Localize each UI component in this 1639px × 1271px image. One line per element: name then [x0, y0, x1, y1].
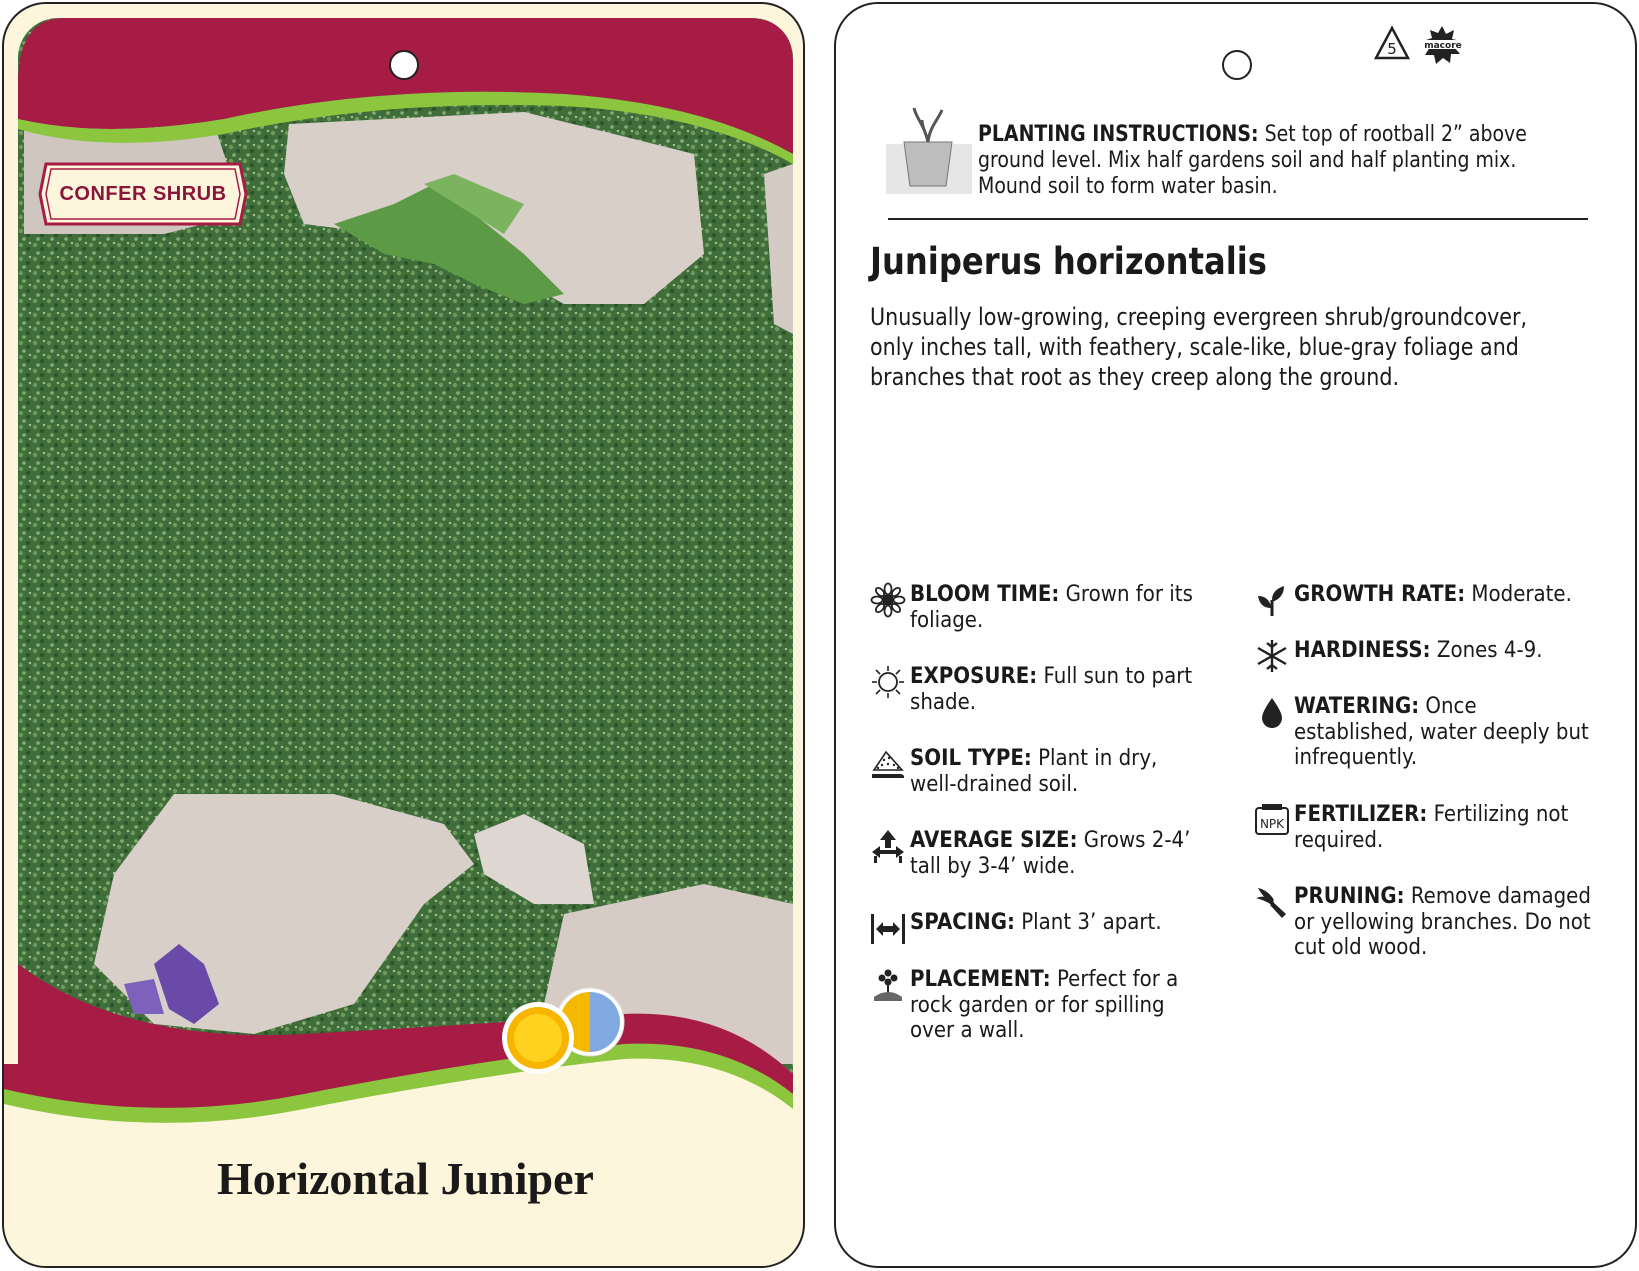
front-tag	[2, 2, 805, 1268]
attr-watering: WATERING: Once established, water deeply but infrequently.	[1254, 694, 1634, 771]
category-badge	[38, 158, 248, 230]
divider	[888, 218, 1588, 220]
attr-fertilizer: NPK FERTILIZER: Fertilizing not required.	[1254, 802, 1634, 853]
planting-instructions	[978, 122, 1537, 200]
attr-exposure: EXPOSURE: Full sun to part shade.	[870, 664, 1230, 715]
snowflake-icon	[1254, 638, 1290, 674]
attr-placement: PLACEMENT: Perfect for a rock garden or for spilling over a wall.	[870, 967, 1230, 1044]
attr-pruning: PRUNING: Remove damaged or yellowing branches. Do not cut old wood.	[1254, 884, 1634, 961]
planting-text: Set top of rootball 2” above ground level. Mix half gardens soil and half planting mix. Mound soil to form water basin.	[978, 122, 1527, 199]
latin-name: Juniperus horizontalis	[870, 240, 1267, 283]
pot-plant-icon	[886, 104, 976, 200]
soil-trowel-icon	[870, 746, 906, 782]
plant-placement-icon	[870, 967, 906, 1003]
exposure-icons	[498, 986, 628, 1076]
flower-icon	[870, 582, 906, 618]
hang-hole	[1222, 50, 1252, 80]
plant-description: Unusually low-growing, creeping evergreen shrub/groundcover, only inches tall, with feathery, scale-like, blue-gray foliage and branches that root as they creep along the ground.	[870, 303, 1528, 391]
svg-text:NPK: NPK	[1259, 817, 1285, 831]
hang-hole	[389, 50, 419, 80]
back-tag	[834, 2, 1637, 1268]
macore-logo	[1422, 26, 1464, 64]
attr-spacing: SPACING: Plant 3’ apart.	[870, 910, 1230, 946]
pruners-icon	[1254, 884, 1290, 920]
svg-text:5: 5	[1387, 40, 1397, 58]
full-sun-icon	[502, 1002, 574, 1074]
attr-average-size: AVERAGE SIZE: Grows 2-4’ tall by 3-4’ wide.	[870, 828, 1230, 879]
sun-icon	[870, 664, 906, 700]
attr-soil-type: SOIL TYPE: Plant in dry, well-drained soil.	[870, 746, 1230, 797]
common-name: Horizontal Juniper	[217, 1153, 594, 1204]
size-arrows-icon	[870, 828, 906, 864]
category-label: CONFER SHRUB	[59, 183, 227, 205]
attr-growth-rate: GROWTH RATE: Moderate.	[1254, 582, 1634, 618]
svg-text:macore: macore	[1424, 41, 1462, 51]
spacing-arrows-icon	[870, 910, 906, 946]
npk-icon	[1254, 802, 1290, 838]
recycle-logo	[1372, 24, 1472, 68]
attr-hardiness: HARDINESS: Zones 4-9.	[1254, 638, 1634, 674]
planting-label: PLANTING INSTRUCTIONS:	[978, 122, 1259, 147]
water-drop-icon	[1254, 694, 1290, 730]
sprout-icon	[1254, 582, 1290, 618]
recycle-icon	[1376, 28, 1408, 58]
attr-bloom-time: BLOOM TIME: Grown for its foliage.	[870, 582, 1230, 633]
